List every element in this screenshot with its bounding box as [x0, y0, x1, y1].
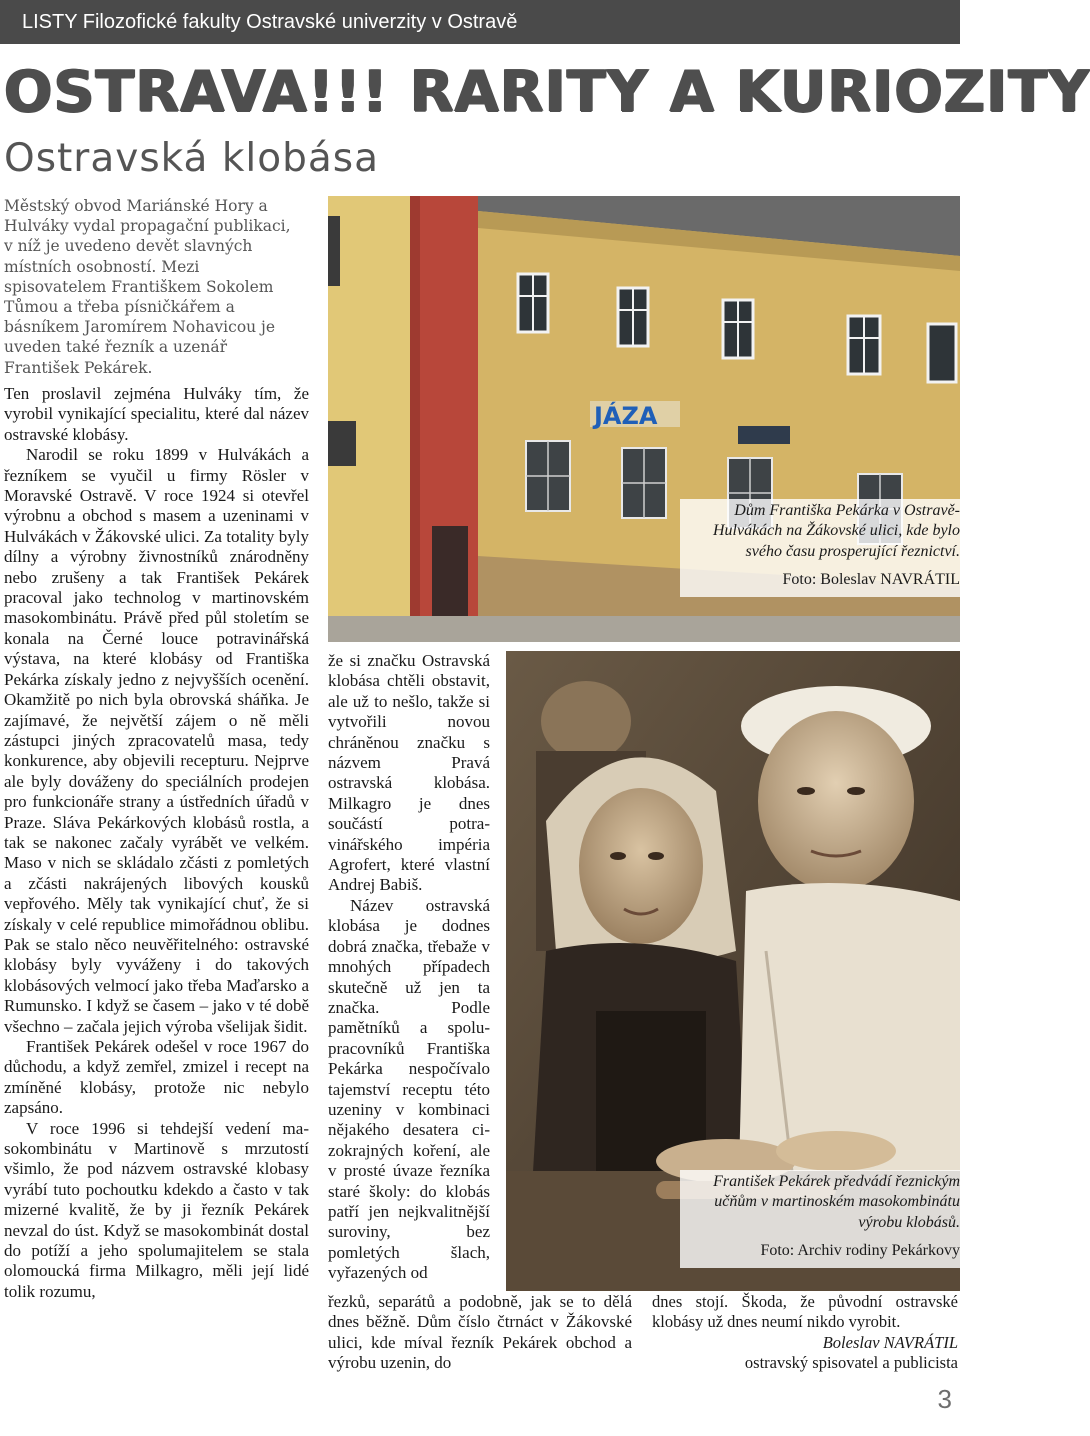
journal-title: LISTY Filozofické fakulty Ostravské univerzity v Ostravě — [22, 11, 518, 33]
paragraph: dnes stojí. Škoda, že původní ostravské klobásy už dnes neumí nikdo vyrobit. — [652, 1292, 958, 1332]
paragraph: František Pekárek odešel v roce 1967 do důchodu, a když zemřel, zmizel i recept na zmíněné klobásy, protože nic nebylo zapsáno. — [4, 1037, 309, 1118]
photo-credit: Foto: Boleslav NAVRÁTIL — [782, 571, 960, 589]
paragraph: Narodil se roku 1899 v Hulvákách a řezníkem se vyučil u firmy Rösler v Moravské Ostravě. V roce 1924 si otevřel výrobnu a obchod s masem a uzeninami v Hulvákách v Žákovské ulici. Za totality byly dílny a výrobny živnostníků znárodněny nebo zrušeny a tak František Pekárek pracoval jako technolog v martinovském masokombinátu. Právě před půl stoletím se konala na Černé louce potravinářská výstava, na které klobásy od Františka Pekárka získaly jedno z nejvyšších ocenění. Okamžitě po nich byla obrovská sháňka. Je zajímavé, že největší zájem o ně měli zástupci jiných zpracovatelů masa, tedy konkurence, aby objevili recepturu. Nejprve ale byly dováženy do speciálních prodejen pro funkcionáře strany a ústředních úřadů v Praze. Sláva Pekárkových klobásů rostla, a tak se nakonec začaly vyrábět ve velkém. Maso v nich se skládalo zčásti z pomletých a zčásti nakrájených libových kousků vepřového. Měly tak vynikající chuť, že si získaly v celé republice mimořádnou oblibu. Pak se stalo něco neuvěřitelného: ostravské klobásy byly vyváženy i do takových klobásových velmocí jako třeba Maďarsko a Rumunsko. I když se časem – jako v té době všechno – začala jejich výroba všelijak šidit. — [4, 445, 309, 1036]
article-lead: Městský obvod Mariánské Hory a Hulváky vydal propagační publikaci, v níž je uvedeno devět slavných místních osobností. Mezi spisovatelem Františkem Sokolem Tůmou a třeba písničkářem a básníkem Jaromírem Nohavicou je uveden také řezník a uzenář František Pekárek. — [4, 197, 291, 377]
paragraph: Ten proslavil zejména Hulváky tím, že vyrobil vynikající specialitu, které dal název ostravské klobásy. — [4, 384, 309, 444]
page-number: 3 — [937, 1384, 952, 1414]
house-photo-caption — [680, 499, 964, 597]
bottom-column — [328, 1292, 632, 1374]
left-column — [4, 384, 309, 1302]
author-signature — [652, 1333, 958, 1353]
headline: OSTRAVA!!! RARITY A KURIOZITY — [4, 59, 1090, 125]
photo-credit: Foto: Archiv rodiny Pekárkovy — [760, 1242, 960, 1260]
paragraph: že si značku Ostravská klobása chtěli obstavit, ale už to nešlo, takže si vytvořili novou chráněnou značku s názvem Pravá ostravská klobása. Milkagro je dnes součástí potravinářského impéria Agrofert, které vlastní Andrej Babiš. — [328, 651, 490, 895]
paragraph: řezků, separátů a podobně, jak se to dělá dnes běžně. Dům číslo čtrnáct v Žákovské ulici, kde míval řezník Pekárek obchod a výrobu uzenin, do — [328, 1292, 632, 1373]
caption-text: František Pekárek předvádí řeznickým učňům v martinoském masokombinátu výrobu klobásů. — [713, 1173, 960, 1231]
caption-text: Dům Františka Pekárka v Ostravě-Hulvákách na Žákovské ulici, kde bylo svého času prosperující řeznictví. — [712, 502, 960, 560]
author-role: ostravský spisovatel a publicista — [744, 1353, 958, 1373]
author-name: Boleslav NAVRÁTIL — [822, 1332, 958, 1352]
people-photo-caption — [680, 1170, 964, 1268]
journal-header-bar — [0, 0, 960, 44]
shop-sign-text: JÁZA — [594, 402, 658, 430]
article-subtitle: Ostravská klobása — [4, 136, 379, 181]
paragraph: Název ostravská klobása je dodnes dobrá značka, třebaže v mnohých případech skutečně už jen ta značka. Podle pamětníků a spolupracovníků Františka Pekárka nespočívalo tajemství receptu této uzeniny v kombinaci nějakého desatera cizokrajných koření, ale v prosté úvaze řezníka staré školy: do klobás patří jen nejkvalitnější suroviny, bez pomletých šlach, vyřazených od — [328, 895, 490, 1283]
paragraph: V roce 1996 si tehdejší vedení masokombinátu v Martinově s mrzutostí všimlo, že pod názvem ostravské klobasy vyrábí tuto pochoutku kdekdo a často v tak mizerné kvalitě, že by ji řezník Pekárek nevzal do úst. Když se masokombinát dostal do potíží a jeho spolumajitelem se stala olomoucká firma Milkagro, měli její lidé tolik rozumu, — [4, 1118, 309, 1301]
middle-column — [328, 651, 490, 1284]
closing-column — [652, 1292, 958, 1374]
